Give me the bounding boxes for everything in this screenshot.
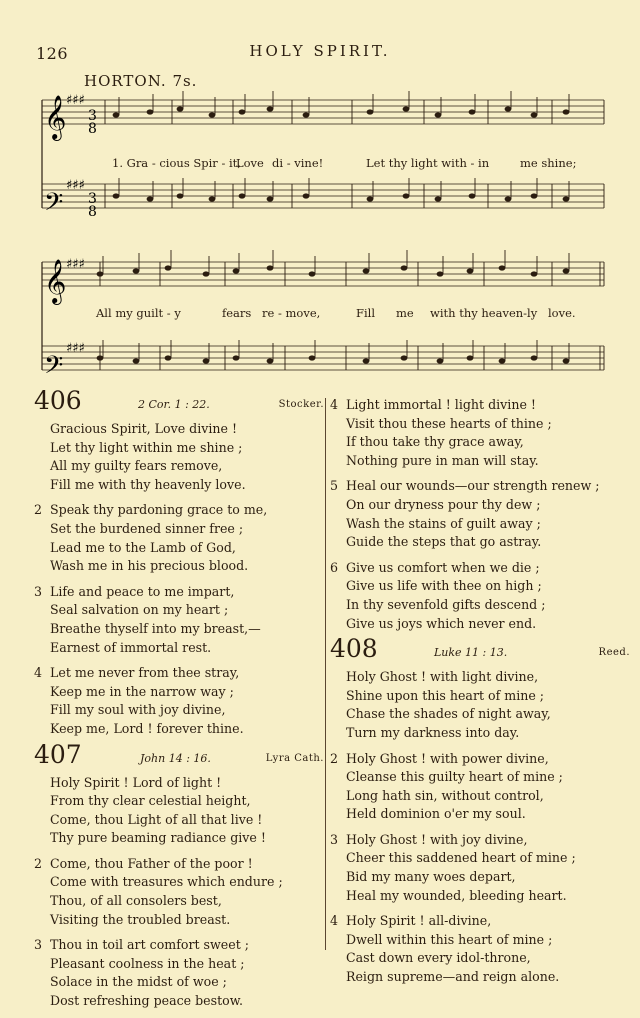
music-lyric: 1. Gra - cious Spir - it, <box>112 156 241 170</box>
verse-line: Dwell within this heart of mine ; <box>346 931 553 947</box>
verse-line: All my guilty fears remove, <box>50 458 223 474</box>
note-head <box>467 268 474 273</box>
note-head <box>303 193 310 198</box>
verse-line: 3 Life and peace to me impart, <box>34 583 235 599</box>
verse-line: Holy Ghost ! with light divine, <box>346 669 539 685</box>
bass-clef-icon: 𝄢 <box>44 188 64 223</box>
verse-line: 2 Speak thy pardoning grace to me, <box>34 502 268 518</box>
verse-line: Visiting the troubled breast. <box>50 911 231 927</box>
note-head <box>267 265 274 270</box>
note-head <box>563 196 570 201</box>
verse-line: 3 Holy Ghost ! with joy divine, <box>330 831 528 847</box>
time-signature-bottom: 8 <box>88 121 97 137</box>
verse-line: In thy sevenfold gifts descend ; <box>346 596 546 612</box>
note-head <box>435 196 442 201</box>
note-head <box>437 271 444 276</box>
verse-line: Nothing pure in man will stay. <box>346 452 539 468</box>
music-lyric: me shine; <box>520 156 577 170</box>
verse-line: Shine upon this heart of mine ; <box>346 687 545 703</box>
music-lyric: di - vine! <box>272 156 324 170</box>
verse-line: Bid my many woes depart, <box>346 869 516 885</box>
note-head <box>469 193 476 198</box>
note-head <box>209 196 216 201</box>
verse-line: Give us life with thee on high ; <box>346 578 542 594</box>
music-lyric: with thy heaven-ly <box>430 306 538 320</box>
sharp-icon: ♯♯♯ <box>66 178 85 193</box>
note-head <box>233 355 240 360</box>
time-signature-top: 3 <box>88 108 97 124</box>
note-head <box>531 193 538 198</box>
note-head <box>401 265 408 270</box>
note-head <box>147 196 154 201</box>
note-head <box>239 109 246 114</box>
note-head <box>133 358 140 363</box>
note-head <box>267 106 274 111</box>
verse-line: 2 Holy Ghost ! with power divine, <box>330 750 549 766</box>
hymn-author: Reed. <box>598 647 630 659</box>
note-head <box>435 112 442 117</box>
verse-line: Breathe thyself into my breast,— <box>50 620 261 636</box>
note-head <box>531 271 538 276</box>
note-head <box>367 196 374 201</box>
verse <box>330 668 630 742</box>
verse-line: Fill my soul with joy divine, <box>50 702 226 718</box>
verse-line: Wash me in his precious blood. <box>50 558 249 574</box>
verse-line: Come, thou Light of all that live ! <box>50 811 263 827</box>
verse-line: Visit thou these hearts of thine ; <box>346 415 552 431</box>
note-head <box>505 106 512 111</box>
verse <box>330 559 630 633</box>
verse-line: Cleanse this guilty heart of mine ; <box>346 769 563 785</box>
music-lyric: fears <box>222 306 252 320</box>
verse-line: Cheer this saddened heart of mine ; <box>346 850 576 866</box>
note-head <box>165 355 172 360</box>
note-head <box>239 193 246 198</box>
verse-line: Lead me to the Lamb of God, <box>50 539 236 555</box>
note-head <box>203 271 210 276</box>
verse-line: Earnest of immortal rest. <box>50 639 212 655</box>
verse-line: Seal salvation on my heart ; <box>50 602 229 618</box>
right-column <box>330 392 630 994</box>
hymn-author: Stocker. <box>278 399 324 410</box>
verse <box>34 501 324 575</box>
note-head <box>309 355 316 360</box>
verse-line: Give us joys which never end. <box>346 615 537 631</box>
note-head <box>267 196 274 201</box>
treble-clef-icon: 𝄞 <box>44 95 67 139</box>
verse <box>34 664 324 738</box>
note-head <box>437 358 444 363</box>
verse-line: Gracious Spirit, Love divine ! <box>50 421 238 436</box>
note-head <box>97 271 104 276</box>
hymn-number: 407 <box>34 739 82 769</box>
verse-line: Set the burdened sinner free ; <box>50 520 244 536</box>
music-lyric: All my guilt - y <box>96 306 181 320</box>
music-lyric: re - move, <box>262 306 321 320</box>
verse <box>330 750 630 824</box>
verse <box>330 477 630 551</box>
music-lyric: Let thy light with - in <box>366 156 490 170</box>
tune-title: HORTON. <box>84 72 167 90</box>
hymn-header <box>330 634 630 668</box>
note-head <box>165 265 172 270</box>
verse <box>330 396 630 470</box>
verse <box>34 855 324 929</box>
note-head <box>563 268 570 273</box>
verse-line: Long hath sin, without control, <box>346 787 544 803</box>
verse-line: Holy Spirit ! Lord of light ! <box>50 774 222 790</box>
bass-clef-icon: 𝄢 <box>44 351 64 386</box>
note-head <box>531 355 538 360</box>
verse-line: 2 Come, thou Father of the poor ! <box>34 855 253 871</box>
verse-line: 6 Give us comfort when we die ; <box>330 559 540 575</box>
verse <box>34 936 324 1010</box>
verse-line: 4 Holy Spirit ! all-divine, <box>330 913 492 929</box>
verse-line: Held dominion o'er my soul. <box>346 806 526 822</box>
column-divider <box>325 398 326 950</box>
verse-line: Come with treasures which endure ; <box>50 874 283 890</box>
note-head <box>177 193 184 198</box>
verse <box>34 774 324 848</box>
note-head <box>469 109 476 114</box>
scripture-reference: Luke 11 : 13. <box>434 646 508 660</box>
note-head <box>203 358 210 363</box>
verse-line: Cast down every idol-throne, <box>346 950 531 966</box>
verse-line: Reign supreme—and reign alone. <box>346 969 560 985</box>
tune-meter: 7s. <box>172 72 198 90</box>
music-notes <box>97 91 570 364</box>
note-head <box>403 193 410 198</box>
verse-line: If thou take thy grace away, <box>346 434 524 450</box>
note-head <box>113 112 120 117</box>
note-head <box>97 355 104 360</box>
verse-line: 4 Let me never from thee stray, <box>34 665 240 681</box>
scripture-reference: John 14 : 16. <box>140 751 211 765</box>
note-head <box>499 265 506 270</box>
note-head <box>209 112 216 117</box>
verse-line: From thy clear celestial height, <box>50 793 251 809</box>
verse-line: Chase the shades of night away, <box>346 706 551 722</box>
verse-line: Let thy light within me shine ; <box>50 439 243 455</box>
running-head: HOLY SPIRIT. <box>249 42 391 60</box>
sharp-icon: ♯♯♯ <box>66 341 85 356</box>
note-head <box>531 112 538 117</box>
hymn-number: 408 <box>330 634 378 664</box>
time-signature-bass-bottom: 8 <box>88 204 97 220</box>
staff-lines <box>42 100 604 370</box>
note-head <box>403 106 410 111</box>
verse <box>330 831 630 905</box>
note-head <box>363 358 370 363</box>
verse-line: Turn my darkness into day. <box>346 724 520 740</box>
verse-line: Pleasant coolness in the heat ; <box>50 955 245 971</box>
note-head <box>505 196 512 201</box>
verse-line: On our dryness pour thy dew ; <box>346 496 541 512</box>
hymn-number: 406 <box>34 386 82 415</box>
sharp-icon: ♯♯♯ <box>66 257 85 272</box>
note-head <box>133 268 140 273</box>
page-number: 126 <box>36 44 69 63</box>
verse-line: Guide the steps that go astray. <box>346 534 542 550</box>
note-head <box>467 355 474 360</box>
verse-line: 4 Light immortal ! light divine ! <box>330 397 536 412</box>
note-head <box>267 358 274 363</box>
verse-line: Thou, of all consolers best, <box>50 893 222 909</box>
music-lyric: Fill <box>356 306 376 320</box>
music-lyric: love. <box>548 306 576 320</box>
note-head <box>363 268 370 273</box>
note-head <box>177 106 184 111</box>
left-column <box>34 386 324 1018</box>
note-head <box>303 112 310 117</box>
verse-line: Keep me, Lord ! forever thine. <box>50 720 244 736</box>
music-lyric: me <box>396 306 414 320</box>
hymn-author: Lyra Cath. <box>265 752 324 764</box>
music-lyric: Love <box>236 156 264 170</box>
verse-line: 3 Thou in toil art comfort sweet ; <box>34 937 250 953</box>
note-head <box>401 355 408 360</box>
sharp-icon: ♯♯♯ <box>66 93 85 108</box>
note-head <box>147 109 154 114</box>
verse-line: Fill me with thy heavenly love. <box>50 476 246 492</box>
note-head <box>309 271 316 276</box>
verse-line: Dost refreshing peace bestow. <box>50 993 244 1009</box>
note-head <box>499 358 506 363</box>
verse <box>34 583 324 657</box>
scripture-reference: 2 Cor. 1 : 22. <box>138 398 210 411</box>
hymn-header <box>34 739 324 774</box>
note-head <box>113 193 120 198</box>
verse-line: Keep me in the narrow way ; <box>50 683 234 699</box>
verse-line: Wash the stains of guilt away ; <box>346 515 541 531</box>
note-head <box>367 109 374 114</box>
music-score <box>0 0 640 392</box>
note-head <box>233 268 240 273</box>
verse-line: Heal my wounded, bleeding heart. <box>346 887 567 903</box>
verse-line: 5 Heal our wounds—our strength renew ; <box>330 478 600 494</box>
verse-line: Thy pure beaming radiance give ! <box>50 830 266 846</box>
time-signature-bass-top: 3 <box>88 191 97 207</box>
verse-line: Solace in the midst of woe ; <box>50 974 227 990</box>
treble-clef-icon: 𝄞 <box>44 259 67 303</box>
note-head <box>563 109 570 114</box>
verse <box>34 420 324 494</box>
hymn-header <box>34 386 324 420</box>
note-head <box>563 358 570 363</box>
verse <box>330 912 630 986</box>
